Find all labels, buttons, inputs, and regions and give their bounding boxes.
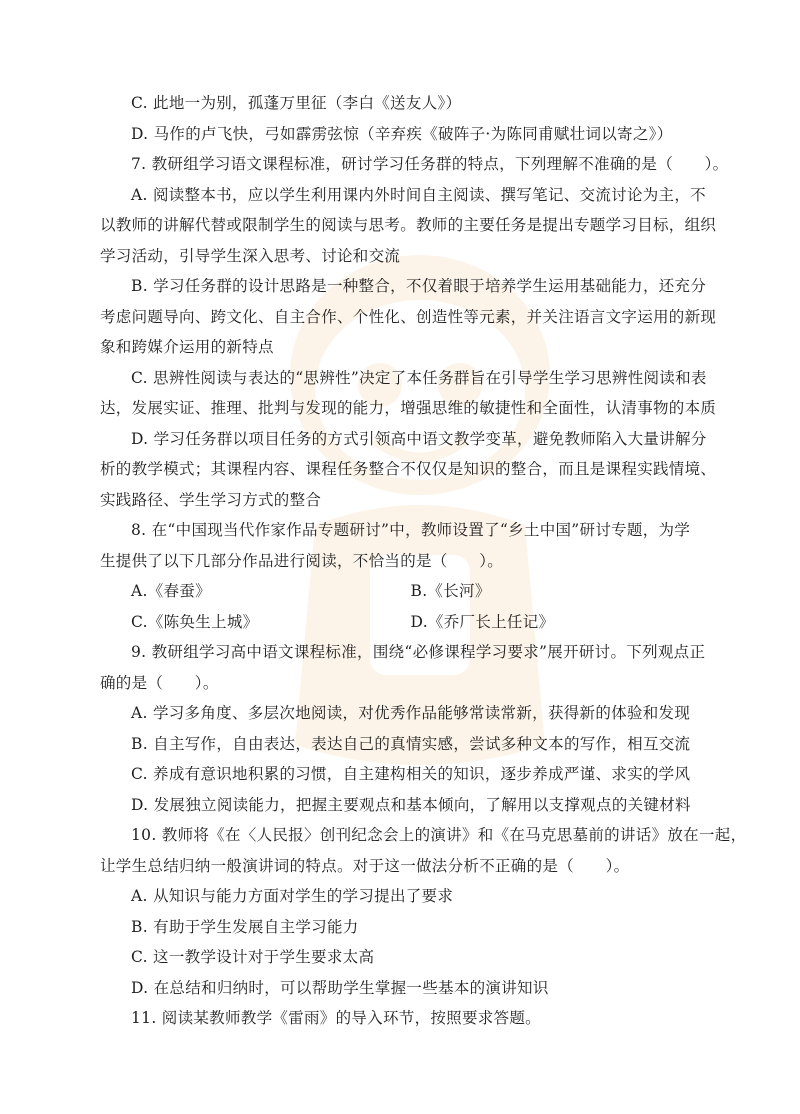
document-page (100, 88, 747, 1034)
question-10-stem-cont: 让学生总结归纳一般演讲词的特点。对于这一做法分析不正确的是（ ）。 (100, 856, 630, 875)
question-7-option-c-cont: 达，发展实证、推理、批判与发现的能力，增强思维的敏捷性和全面性，认清事物的本质 (100, 399, 717, 417)
question-9-stem-cont: 确的是（ ）。 (100, 673, 219, 692)
question-7-option-d-cont: 实践路径、学生学习方式的整合 (100, 490, 322, 509)
question-8-option-d: D.《乔厂长上任记》 (410, 612, 555, 631)
question-7-option-a: A. 阅读整本书，应以学生利用课内外时间自主阅读、撰写笔记、交流讨论为主，不 (131, 185, 706, 204)
question-10-option-a: A. 从知识与能力方面对学生的学习提出了要求 (131, 887, 454, 905)
question-8-options-row (100, 607, 700, 638)
question-8-stem: 8. 在“中国现当代作家作品专题研讨”中，教师设置了“乡土中国”研讨专题，为学 (131, 521, 691, 539)
question-7-option-c: C. 思辨性阅读与表达的“思辨性”决定了本任务群旨在引导学生学习思辨性阅读和表 (131, 368, 707, 387)
question-10-option-b: B. 有助于学生发展自主学习能力 (131, 917, 359, 936)
question-7-stem: 7. 教研组学习语文课程标准，研讨学习任务群的特点，下列理解不准确的是（ ）。 (131, 155, 729, 173)
question-9-option-d: D. 发展独立阅读能力，把握主要观点和基本倾向，了解用以支撑观点的关键材料 (131, 795, 691, 814)
question-10-option-d: D. 在总结和归纳时，可以帮助学生掌握一些基本的演讲知识 (131, 978, 549, 997)
question-8-option-b: B.《长河》 (410, 582, 491, 600)
question-7-option-d-cont: 析的教学模式；其课程内容、课程任务整合不仅仅是知识的整合，而且是课程实践情境、 (100, 460, 717, 478)
question-9-option-c: C. 养成有意识地积累的习惯，自主建构相关的知识，逐步养成严谨、求实的学风 (131, 765, 691, 783)
option-line: C. 此地一为别，孤蓬万里征（李白《送友人》） (131, 94, 462, 112)
question-7-option-b-cont: 考虑问题导向、跨文化、自主合作、个性化、创造性等元素，并关注语言文字运用的新现 (100, 307, 717, 326)
question-7-option-d: D. 学习任务群以项目任务的方式引领高中语文教学变革，避免教师陷入大量讲解分 (131, 429, 707, 448)
question-8-option-c: C.《陈奂生上城》 (131, 612, 259, 631)
question-7-option-b: B. 学习任务群的设计思路是一种整合，不仅着眼于培养学生运用基础能力，还充分 (131, 277, 707, 295)
question-7-option-a-cont: 学习活动，引导学生深入思考、讨论和交流 (100, 246, 401, 265)
option-line: D. 马作的卢飞快，弓如霹雳弦惊（辛弃疾《破阵子·为陈同甫赋壮词以寄之》） (131, 124, 673, 143)
question-8-options-row (100, 576, 700, 607)
question-9-option-a: A. 学习多角度、多层次地阅读，对优秀作品能够常读常新，获得新的体验和发现 (131, 704, 691, 722)
question-7-option-a-cont: 以教师的讲解代替或限制学生的阅读与思考。教师的主要任务是提出专题学习目标，组织 (100, 216, 717, 234)
question-11-stem: 11. 阅读某教师教学《雷雨》的导入环节，按照要求答题。 (131, 1009, 541, 1027)
question-8-option-a: A.《春蚕》 (131, 582, 211, 600)
question-9-option-b: B. 自主写作，自由表达，表达自己的真情实感，尝试多种文本的写作，相互交流 (131, 734, 691, 753)
question-8-stem-cont: 生提供了以下几部分作品进行阅读，不恰当的是（ ）。 (100, 551, 504, 570)
question-10-option-c: C. 这一教学设计对于学生要求太高 (131, 948, 375, 966)
question-10-stem: 10. 教师将《在〈人民报〉创刊纪念会上的演讲》和《在马克思墓前的讲话》放在一起， (131, 826, 747, 844)
question-9-stem: 9. 教研组学习高中语文课程标准，围绕“必修课程学习要求”展开研讨。下列观点正 (131, 643, 706, 661)
question-7-option-b-cont: 象和跨媒介运用的新特点 (100, 338, 274, 356)
